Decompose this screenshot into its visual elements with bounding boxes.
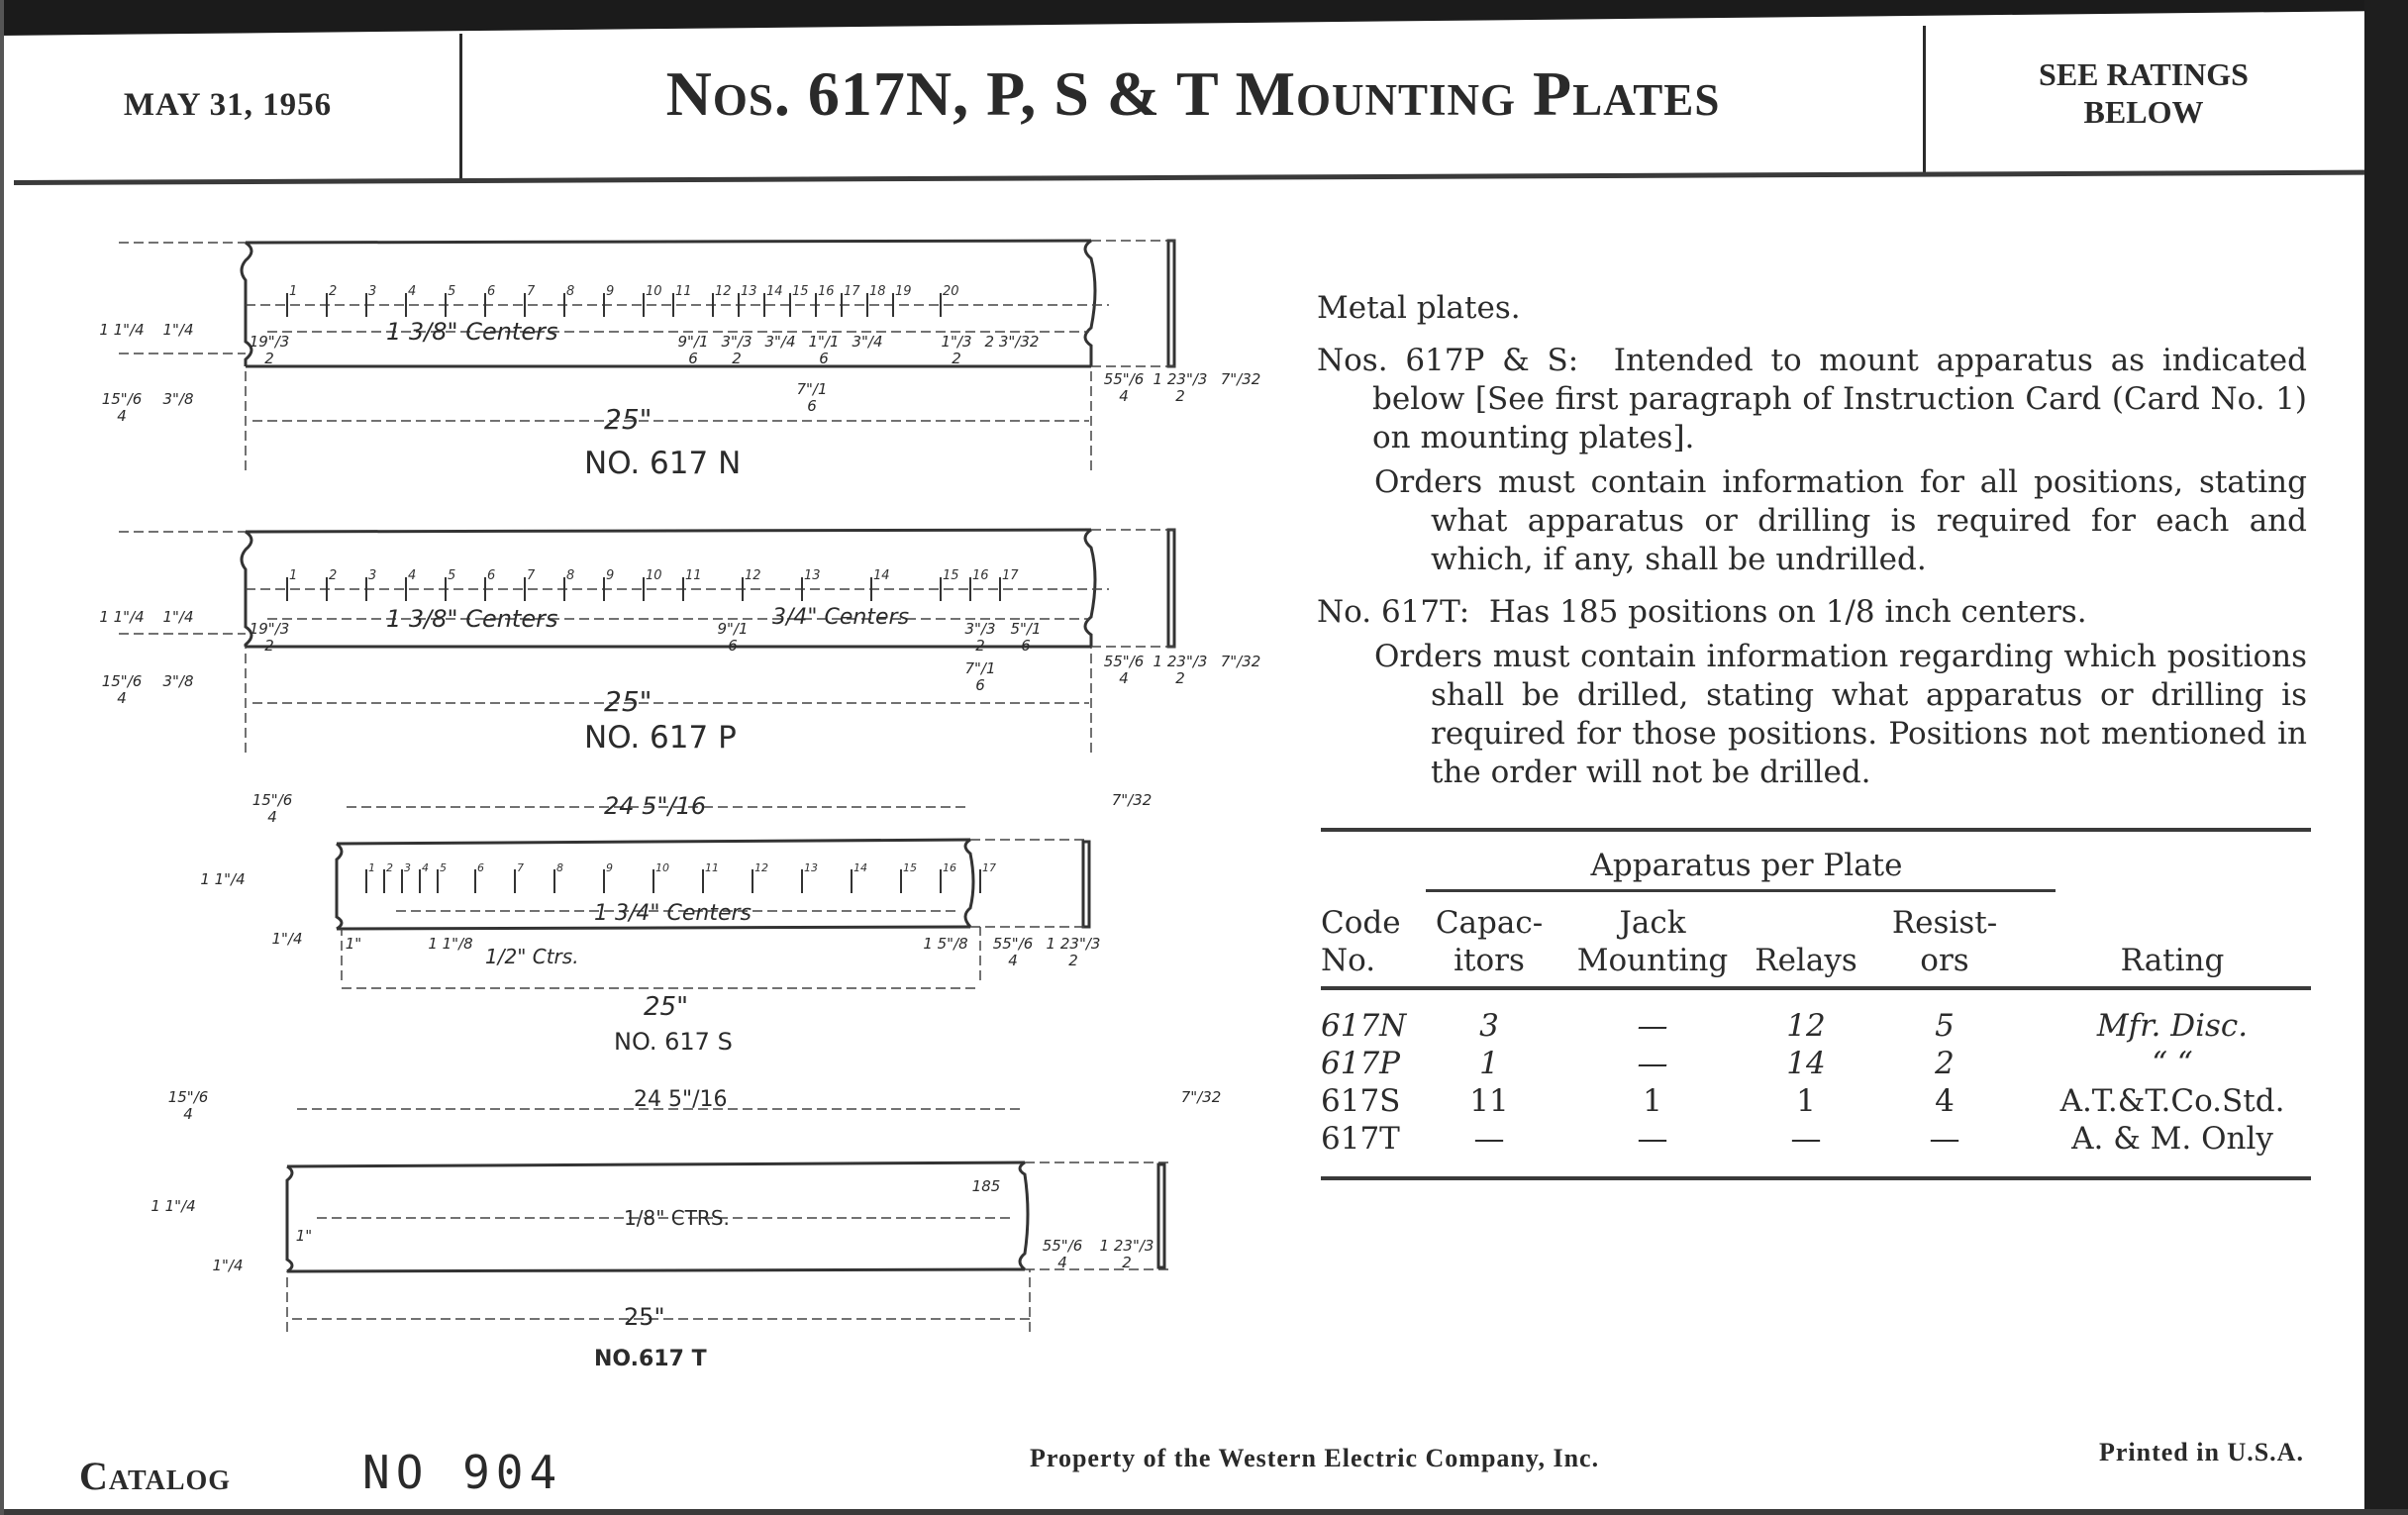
table-cell-capacitors: — <box>1473 1121 1505 1157</box>
position-number: 2 <box>329 284 338 299</box>
position-number: 17 <box>1002 568 1019 583</box>
position-number: 16 <box>972 568 989 583</box>
plate-end-view <box>1083 842 1089 927</box>
dim-h3-617n: 15"/64 <box>101 390 143 425</box>
dim-top-617t: 24 5"/16 <box>634 1087 728 1112</box>
dim-d2-617n: 3"/32 <box>721 333 752 367</box>
dim-h3-617p: 15"/64 <box>101 672 143 707</box>
ratings-line-1: SEE RATINGS <box>2039 56 2249 92</box>
position-number: 3 <box>368 284 377 299</box>
position-ticks-617p <box>287 568 1019 601</box>
position-number: 15 <box>903 861 917 874</box>
dim-r2-617p: 1 23"/32 <box>1153 653 1208 687</box>
position-number: 13 <box>804 568 821 583</box>
header-date: MAY 31, 1956 <box>123 87 333 123</box>
plate-bottom-edge <box>287 1269 1025 1271</box>
dim-centers2-617p: 3/4" Centers <box>772 605 910 630</box>
page-title: Nos. 617N, P, S & T Mounting Plates <box>665 58 1721 129</box>
desc-617t <box>1317 593 2307 632</box>
position-number: 9 <box>606 284 615 299</box>
dim-d3-617n: 3"/4 <box>764 333 796 351</box>
position-ticks-617n <box>287 284 959 317</box>
scan-border-right <box>2364 0 2408 1515</box>
table-header-rule <box>1321 986 2311 990</box>
position-number: 5 <box>440 861 447 874</box>
header-divider-left <box>459 34 462 180</box>
dim-h2-617t: 1"/4 <box>212 1257 244 1274</box>
dim-r2-617n: 1 23"/32 <box>1153 370 1208 405</box>
position-number: 7 <box>517 861 524 874</box>
position-number: 8 <box>566 284 575 299</box>
desc-617ps-orders: Orders must contain information for all positions, stating what apparatus or drilling is required for each and which, if any, shall be undrilled. <box>1374 464 2307 577</box>
dim-d6-617n: 1"/32 <box>941 333 972 367</box>
table-cell-capacitors: 3 <box>1479 1008 1499 1044</box>
table-cell-jack: — <box>1637 1046 1668 1081</box>
table-top-rule <box>1321 828 2311 832</box>
dim-ctrs-617t: 1/8" CTRS. <box>624 1206 730 1230</box>
plate-right-notch <box>965 840 973 927</box>
table-cell-relays: — <box>1790 1121 1822 1157</box>
plate-end-view <box>1158 1164 1164 1267</box>
table-cell-relays: 14 <box>1786 1046 1826 1081</box>
position-number: 11 <box>705 861 719 874</box>
table-cell-relays: 12 <box>1786 1008 1826 1044</box>
position-number: 14 <box>873 568 890 583</box>
scan-border-left <box>0 0 4 1515</box>
table-cell-rating: Mfr. Disc. <box>2096 1008 2249 1044</box>
table-cell-code: 617P <box>1321 1046 1401 1081</box>
dim-r1-617n: 55"/64 <box>1103 370 1145 405</box>
dim-left-617s: 1" <box>345 935 362 953</box>
dim-h3-617t: 15"/64 <box>167 1088 209 1123</box>
table-bottom-rule <box>1321 1176 2311 1180</box>
dim-sub-617p: 7"/16 <box>964 659 996 694</box>
dim-count-617t: 185 <box>971 1177 1001 1195</box>
table-cell-jack: — <box>1637 1121 1668 1157</box>
plate-top-edge <box>246 241 1091 243</box>
table-cell-resistors: 2 <box>1935 1046 1955 1081</box>
desc-617ps-text: Intended to mount apparatus as indicated below [See first paragraph of Instruction Card (Card No. 1) on mounting plates]. <box>1372 343 2307 455</box>
desc-617ps <box>1317 342 2307 457</box>
position-number: 3 <box>368 568 377 583</box>
plate-end-view <box>1168 241 1174 366</box>
position-number: 14 <box>853 861 867 874</box>
dim-overall-617p: 25" <box>604 685 652 718</box>
position-number: 10 <box>646 568 662 583</box>
dim-r1-617s: 55"/64 <box>992 935 1034 969</box>
plate-left-notch <box>287 1166 292 1271</box>
table-cell-rating: A. & M. Only <box>2071 1121 2273 1157</box>
position-number: 16 <box>818 284 835 299</box>
table-cell-code: 617T <box>1321 1121 1400 1157</box>
dim-d7-617n: 2 3"/32 <box>984 333 1040 351</box>
table-col-header: itors <box>1454 943 1525 978</box>
dim-r2-617s: 1 23"/32 <box>1046 935 1101 969</box>
dim-h1-617t: 1 1"/4 <box>150 1197 196 1215</box>
position-number: 19 <box>895 284 912 299</box>
table-col-header: ors <box>1920 943 1969 978</box>
table-col-header: Relays <box>1755 943 1857 978</box>
table-cell-relays: 1 <box>1796 1083 1816 1119</box>
scan-border-top <box>0 0 2408 36</box>
position-number: 18 <box>869 284 886 299</box>
dim-d4-617n: 1"/16 <box>808 333 840 367</box>
dim-h1-617s: 1 1"/4 <box>200 870 246 888</box>
position-number: 15 <box>943 568 959 583</box>
position-number: 13 <box>741 284 757 299</box>
dim-h4-617n: 3"/8 <box>162 390 194 408</box>
dim-h2-617p: 1"/4 <box>162 608 194 626</box>
header-rule <box>14 170 2364 185</box>
position-number: 10 <box>655 861 669 874</box>
dim-r1-617p: 55"/64 <box>1103 653 1145 687</box>
dim-d1-617s: 1 1"/8 <box>428 935 473 953</box>
ratings-line-2: BELOW <box>2083 94 2204 130</box>
position-number: 2 <box>329 568 338 583</box>
desc-617t-lead: No. 617T: <box>1317 594 1470 630</box>
footer-catalog-number: NO 904 <box>362 1446 563 1499</box>
dim-d3-617p: 5"/16 <box>1010 620 1042 655</box>
position-number: 11 <box>685 568 702 583</box>
position-number: 17 <box>982 861 996 874</box>
table-col-header: Capac- <box>1435 905 1544 941</box>
dim-h4-617p: 3"/8 <box>162 672 194 690</box>
drawing-label-617t: NO.617 T <box>594 1347 707 1371</box>
plate-right-notch <box>1085 241 1095 366</box>
table-col-header: Resist- <box>1891 905 1998 941</box>
position-ticks-617s <box>366 861 996 893</box>
table-col-header: No. <box>1321 943 1376 978</box>
drawing-617p <box>89 510 1277 758</box>
description <box>1317 289 2307 792</box>
dim-r3-617t: 7"/32 <box>1180 1088 1222 1106</box>
plate-right-notch <box>1085 530 1095 647</box>
drawing-617t <box>149 1060 1238 1371</box>
position-number: 5 <box>448 568 456 583</box>
position-number: 11 <box>675 284 692 299</box>
table-cell-code: 617S <box>1321 1083 1401 1119</box>
table-cell-rating: “ “ <box>2152 1046 2193 1081</box>
dim-h2-617s: 1"/4 <box>271 930 303 948</box>
table-col-header: Jack <box>1619 905 1686 941</box>
desc-617ps-lead: Nos. 617P & S: <box>1317 343 1579 378</box>
dim-h1-617n: 1 1"/4 <box>99 321 145 339</box>
table-cell-jack: 1 <box>1643 1083 1662 1119</box>
dim-left-offset-617p: 19"/32 <box>249 620 290 655</box>
dim-d2-617p: 3"/32 <box>964 620 996 655</box>
dim-h1-617p: 1 1"/4 <box>99 608 145 626</box>
dim-top-617s: 24 5"/16 <box>604 792 707 820</box>
dim-r2-617t: 1 23"/32 <box>1099 1237 1154 1271</box>
dim-left-offset-617n: 19"/32 <box>249 333 290 367</box>
table-cell-capacitors: 1 <box>1479 1046 1499 1081</box>
dim-h2-617n: 1"/4 <box>162 321 194 339</box>
footer-printed: Printed in U.S.A. <box>2099 1438 2304 1466</box>
table-cell-jack: — <box>1637 1008 1668 1044</box>
dim-centers-617n: 1 3/8" Centers <box>386 318 558 346</box>
desc-metal-plates: Metal plates. <box>1317 290 1521 326</box>
dim-h3-617s: 15"/64 <box>251 791 293 826</box>
drawing-label-617p: NO. 617 P <box>584 720 737 756</box>
position-number: 1 <box>368 861 375 874</box>
dim-centers-617s: 1 3/4" Centers <box>594 901 752 926</box>
table-cell-resistors: — <box>1929 1121 1960 1157</box>
dim-r3-617s: 7"/32 <box>1111 791 1153 809</box>
drawing-label-617n: NO. 617 N <box>584 446 742 481</box>
dim-r3-617n: 7"/32 <box>1220 370 1261 388</box>
position-number: 2 <box>386 861 393 874</box>
header-divider-right <box>1923 26 1926 174</box>
position-number: 4 <box>408 284 417 299</box>
dim-centers-617p: 1 3/8" Centers <box>386 605 558 633</box>
position-number: 12 <box>754 861 768 874</box>
position-number: 7 <box>527 568 536 583</box>
table-group-header: Apparatus per Plate <box>1590 848 1903 883</box>
dim-d2-617s: 1 5"/8 <box>923 935 968 953</box>
drawing-617s <box>198 782 1188 1056</box>
position-number: 4 <box>422 861 429 874</box>
position-number: 16 <box>943 861 956 874</box>
table-cell-resistors: 4 <box>1935 1083 1955 1119</box>
table-cell-code: 617N <box>1321 1008 1407 1044</box>
table-col-header: Mounting <box>1576 943 1729 978</box>
position-number: 3 <box>404 861 411 874</box>
dim-overall-617t: 25" <box>624 1303 665 1331</box>
dim-r1-617t: 55"/64 <box>1042 1237 1083 1271</box>
dim-d1-617n: 9"/16 <box>677 333 709 367</box>
table-col-header: Code <box>1321 905 1401 941</box>
plate-right-notch <box>1020 1162 1028 1269</box>
position-number: 4 <box>408 568 417 583</box>
footer-catalog-label: Catalog <box>79 1454 232 1498</box>
plate-top-edge <box>246 530 1091 532</box>
drawing-617n <box>89 223 1277 481</box>
dim-ctrs-617s: 1/2" Ctrs. <box>485 945 579 968</box>
dim-left-617t: 1" <box>295 1227 313 1245</box>
scan-border-bottom <box>0 1509 2408 1515</box>
dim-overall-617s: 25" <box>644 992 689 1022</box>
position-number: 8 <box>556 861 563 874</box>
position-number: 12 <box>715 284 732 299</box>
plate-top-edge <box>337 840 970 844</box>
dim-overall-617n: 25" <box>604 403 652 436</box>
table-cell-resistors: 5 <box>1935 1008 1955 1044</box>
desc-617t-orders: Orders must contain information regarding which positions shall be drilled, stating what apparatus or drilling is required for those positions. Positions not mentioned in the order will not be drilled. <box>1374 639 2307 790</box>
position-number: 8 <box>566 568 575 583</box>
dim-d1-617p: 9"/16 <box>717 620 749 655</box>
dim-r3-617p: 7"/32 <box>1220 653 1261 670</box>
position-number: 6 <box>477 861 484 874</box>
position-number: 7 <box>527 284 536 299</box>
position-number: 1 <box>289 568 298 583</box>
header-ratings-note <box>1931 55 2357 131</box>
plate-left-notch <box>337 844 342 929</box>
plate-top-edge <box>287 1162 1025 1166</box>
position-number: 12 <box>745 568 761 583</box>
position-number: 6 <box>487 568 496 583</box>
plate-end-view <box>1168 530 1174 647</box>
position-number: 10 <box>646 284 662 299</box>
position-number: 13 <box>804 861 818 874</box>
table-cell-capacitors: 11 <box>1469 1083 1509 1119</box>
table-group-rule <box>1426 889 2056 892</box>
dim-sub-617n: 7"/16 <box>796 380 828 415</box>
table-col-header: Rating <box>2120 943 2225 978</box>
drawing-label-617s: NO. 617 S <box>614 1028 733 1056</box>
position-number: 6 <box>487 284 496 299</box>
position-number: 1 <box>289 284 298 299</box>
table-cell-rating: A.T.&T.Co.Std. <box>2059 1083 2285 1119</box>
position-number: 9 <box>606 861 613 874</box>
desc-617t-text: Has 185 positions on 1/8 inch centers. <box>1488 594 2087 630</box>
position-number: 17 <box>844 284 860 299</box>
position-number: 15 <box>792 284 809 299</box>
position-number: 9 <box>606 568 615 583</box>
plate-bottom-edge <box>337 927 970 929</box>
footer-property: Property of the Western Electric Company, Inc. <box>1030 1444 1600 1472</box>
position-number: 5 <box>448 284 456 299</box>
dim-d5-617n: 3"/4 <box>852 333 883 351</box>
position-number: 20 <box>943 284 959 299</box>
position-number: 14 <box>766 284 783 299</box>
